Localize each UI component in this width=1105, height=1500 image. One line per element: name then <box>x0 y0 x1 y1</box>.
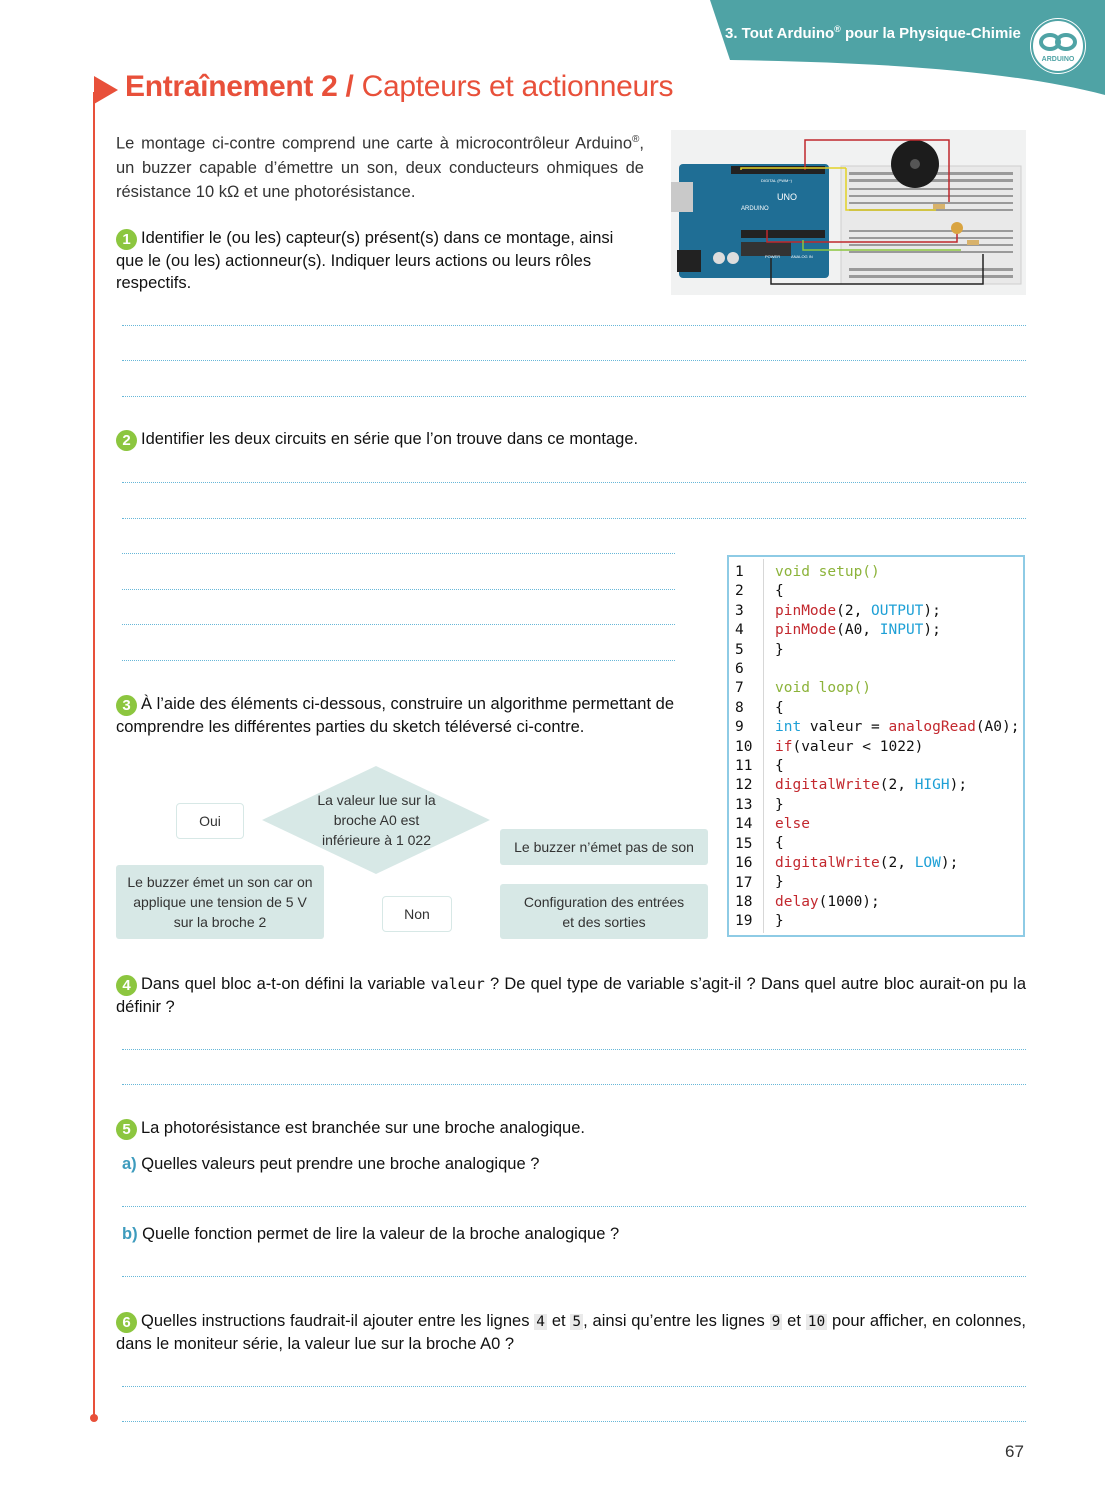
code-line: digitalWrite(2, LOW); <box>775 854 959 871</box>
code-line: { <box>775 583 784 600</box>
answer-line[interactable] <box>122 360 1026 361</box>
page-number: 67 <box>1005 1442 1024 1461</box>
answer-line[interactable] <box>122 1084 1026 1085</box>
question-4: 4 Dans quel bloc a-t-on défini la variable valeur ? De quel type de variable s’agit-il ? Dans quel autre bloc aurait-on pu la définir ? <box>116 975 1027 1016</box>
code-line-number: 10 <box>735 738 753 755</box>
code-line: void setup() <box>775 564 880 580</box>
answer-line[interactable] <box>122 396 1026 397</box>
code-line: { <box>775 835 784 852</box>
board-label: UNO <box>777 192 797 202</box>
title-arrow-icon <box>94 76 118 104</box>
code-line-number: 16 <box>735 855 753 872</box>
code-line-number: 12 <box>735 777 753 794</box>
code-line-number: 1 <box>735 564 744 580</box>
answer-line[interactable] <box>122 1206 1026 1207</box>
code-line <box>775 660 1019 679</box>
digital-label: DIGITAL (PWM~) <box>761 178 792 183</box>
code-line: int valeur = analogRead(A0); <box>775 719 1020 736</box>
oui-label[interactable]: Oui <box>176 803 244 839</box>
margin-line <box>93 92 95 1419</box>
chapter-label: 3. Tout Arduino® pour la Physique-Chimie <box>725 24 1021 42</box>
code-line-number: 15 <box>735 835 753 852</box>
code-line-number: 14 <box>735 816 753 833</box>
code-line-numbers <box>735 563 752 932</box>
infinity-icon <box>1030 18 1086 74</box>
answer-line[interactable] <box>122 660 675 661</box>
question-1: 1 Identifier le (ou les) capteur(s) présent(s) dans ce montage, ainsi que le (ou les) actionneur(s). Indiquer leurs actions ou leurs rôles respectifs. <box>116 229 614 292</box>
answer-line[interactable] <box>122 325 1026 326</box>
block-no-sound[interactable]: Le buzzer n’émet pas de son <box>500 829 708 865</box>
code-line: } <box>775 796 784 813</box>
arduino-board <box>679 164 829 278</box>
code-line-number: 3 <box>735 602 744 619</box>
code-line: digitalWrite(2, HIGH); <box>775 777 968 794</box>
question-5: 5 La photorésistance est branchée sur une broche analogique. <box>116 1117 1026 1140</box>
answer-line[interactable] <box>122 553 675 554</box>
answer-line[interactable] <box>122 589 675 590</box>
logo-text: ARDUINO <box>1041 56 1075 63</box>
code-line: } <box>775 874 784 891</box>
code-line: { <box>775 757 784 774</box>
arduino-logo <box>1030 18 1086 74</box>
decision-text: La valeur lue sur la broche A0 est inférieure à 1 022 <box>317 792 436 848</box>
code-line-number: 7 <box>735 680 744 697</box>
intro-paragraph: Le montage ci-contre comprend une carte à microcontrôleur Arduino®, un buzzer capable d’émettre un son, deux conducteurs ohmiques de résistance 10 kΩ et une photorésistance. <box>116 134 644 201</box>
question-6: 6 Quelles instructions faudrait-il ajouter entre les lignes 4 et 5 , ainsi qu’entre les lignes 9 et 10 pour afficher, en colonnes, dans le moniteur série, la valeur lue sur la broche A0 ? <box>116 1312 1026 1353</box>
code-line-number: 11 <box>735 758 753 775</box>
answer-line[interactable] <box>122 1276 1026 1277</box>
margin-dot <box>90 1414 98 1422</box>
answer-line[interactable] <box>122 1421 1026 1422</box>
question-3: 3 À l’aide des éléments ci-dessous, construire un algorithme permettant de comprendre les différentes parties du sketch téléversé ci-contre. <box>116 695 674 736</box>
block-sound[interactable]: Le buzzer émet un son car on applique une tension de 5 V sur la broche 2 <box>116 865 324 939</box>
code-line: { <box>775 699 784 716</box>
code-line: } <box>775 641 784 658</box>
non-label[interactable]: Non <box>382 896 452 932</box>
block-config[interactable]: Configuration des entrées et des sorties <box>500 884 708 939</box>
code-line: } <box>775 913 784 930</box>
code-line-number: 4 <box>735 622 744 639</box>
question-number: 5 <box>116 1119 137 1140</box>
code-line: else <box>775 816 810 833</box>
code-separator <box>763 559 764 933</box>
answer-line[interactable] <box>122 1049 1026 1050</box>
question-5b: b) Quelle fonction permet de lire la valeur de la broche analogique ? <box>122 1225 620 1243</box>
board-brand: ARDUINO <box>741 206 769 212</box>
code-line-number: 6 <box>735 661 744 678</box>
analog-label: ANALOG IN <box>791 254 813 259</box>
answer-line[interactable] <box>122 482 1026 483</box>
code-line: void loop() <box>775 680 872 697</box>
code-line: pinMode(2, OUTPUT); <box>775 602 941 619</box>
answer-line[interactable] <box>122 624 675 625</box>
code-line-number: 5 <box>735 641 744 658</box>
code-line-number: 17 <box>735 874 753 891</box>
code-line-number: 18 <box>735 893 753 910</box>
answer-line[interactable] <box>122 1386 1026 1387</box>
page-title: Entraînement 2 / Capteurs et actionneurs <box>125 70 674 103</box>
circuit-figure <box>671 130 1026 295</box>
question-number: 4 <box>116 975 137 996</box>
power-label: POWER <box>765 254 781 259</box>
question-number: 3 <box>116 695 137 716</box>
question-5a: a) Quelles valeurs peut prendre une broche analogique ? <box>122 1155 540 1173</box>
code-line-number: 13 <box>735 796 753 813</box>
question-number: 1 <box>116 229 137 250</box>
code-line-number: 8 <box>735 699 744 716</box>
question-number: 2 <box>116 430 137 451</box>
question-2: 2 Identifier les deux circuits en série que l’on trouve dans ce montage. <box>116 428 1016 451</box>
code-line-number: 19 <box>735 913 753 930</box>
answer-line[interactable] <box>122 518 1026 519</box>
question-number: 6 <box>116 1312 137 1333</box>
code-line-number: 2 <box>735 583 744 600</box>
code-text <box>775 563 1019 931</box>
photoresistor <box>951 222 963 234</box>
code-line: delay(1000); <box>775 893 880 910</box>
code-line: if(valeur < 1022) <box>775 738 924 755</box>
code-line: pinMode(A0, INPUT); <box>775 622 941 639</box>
code-line-number: 9 <box>735 719 744 736</box>
